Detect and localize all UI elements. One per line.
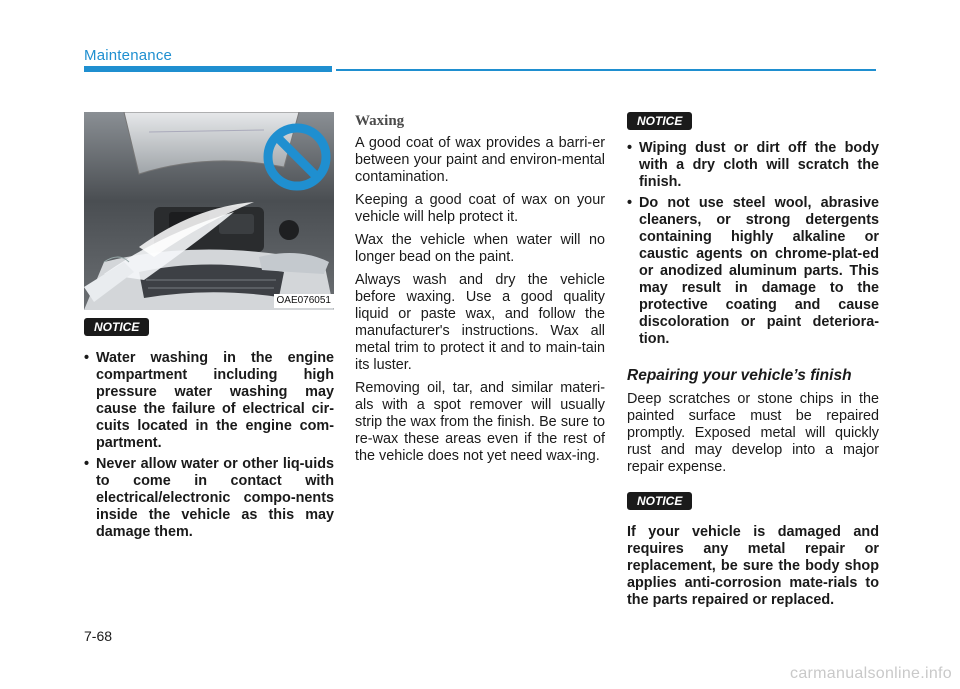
- notice-badge: NOTICE: [627, 112, 692, 130]
- paragraph: A good coat of wax provides a barri-er between your paint and environ-mental contamination.: [355, 135, 605, 185]
- list-item: • Never allow water or other liq-uids to come in contact with electrical/electronic compo-nents inside the vehicle as this may damage them.: [84, 456, 334, 540]
- notice-text: If your vehicle is damaged and requires any metal repair or replacement, be sure the body shop applies anti-corrosion mate-rials to the parts repaired or replaced.: [627, 524, 879, 608]
- page-number: 7-68: [84, 628, 113, 644]
- list-item: • Do not use steel wool, abrasive cleaners, or strong detergents containing highly alkaline or caustic agents on chrome-plat-ed or anodized aluminum parts. This may result in damage to the protective coating and cause discoloration or paint deteriora-tion.: [627, 195, 879, 347]
- watermark: carmanualsonline.info: [790, 665, 952, 682]
- header-rule-thin: [336, 69, 876, 71]
- figure-code: OAE076051: [274, 294, 335, 308]
- column-middle: [355, 112, 605, 471]
- paragraph: Always wash and dry the vehicle before waxing. Use a good quality liquid or paste wax, and follow the manufacturer's instructions. Wax all metal trim to protect it and to main-tain its luster.: [355, 272, 605, 373]
- column-left: [84, 112, 334, 545]
- section-title: Maintenance: [84, 47, 173, 64]
- prohibition-icon: [262, 122, 332, 192]
- column-right: [627, 112, 879, 609]
- notice-list: [84, 350, 334, 541]
- list-item: • Wiping dust or dirt off the body with a dry cloth will scratch the finish.: [627, 140, 879, 190]
- notice-badge: NOTICE: [627, 492, 692, 510]
- waxing-heading: Waxing: [355, 113, 405, 129]
- repair-heading: Repairing your vehicle’s finish: [627, 367, 852, 384]
- notice-list: [627, 140, 879, 348]
- engine-wash-illustration: [84, 112, 334, 310]
- notice-badge: NOTICE: [84, 318, 149, 336]
- paragraph: Wax the vehicle when water will no longer bead on the paint.: [355, 232, 605, 265]
- paragraph: Removing oil, tar, and similar materi-als with a spot remover will usually strip the wax from the finish. Be sure to re-wax these areas even if the rest of the vehicle does not yet need wax-ing.: [355, 380, 605, 464]
- paragraph: Deep scratches or stone chips in the painted surface must be repaired promptly. Exposed metal will quickly rust and may develop into a major repair expense.: [627, 391, 879, 475]
- list-item: • Water washing in the engine compartment including high pressure water washing may cause the failure of electrical cir-cuits located in the engine com-partment.: [84, 350, 334, 451]
- header-rule-thick: [84, 66, 332, 72]
- paragraph: Keeping a good coat of wax on your vehicle will help protect it.: [355, 192, 605, 225]
